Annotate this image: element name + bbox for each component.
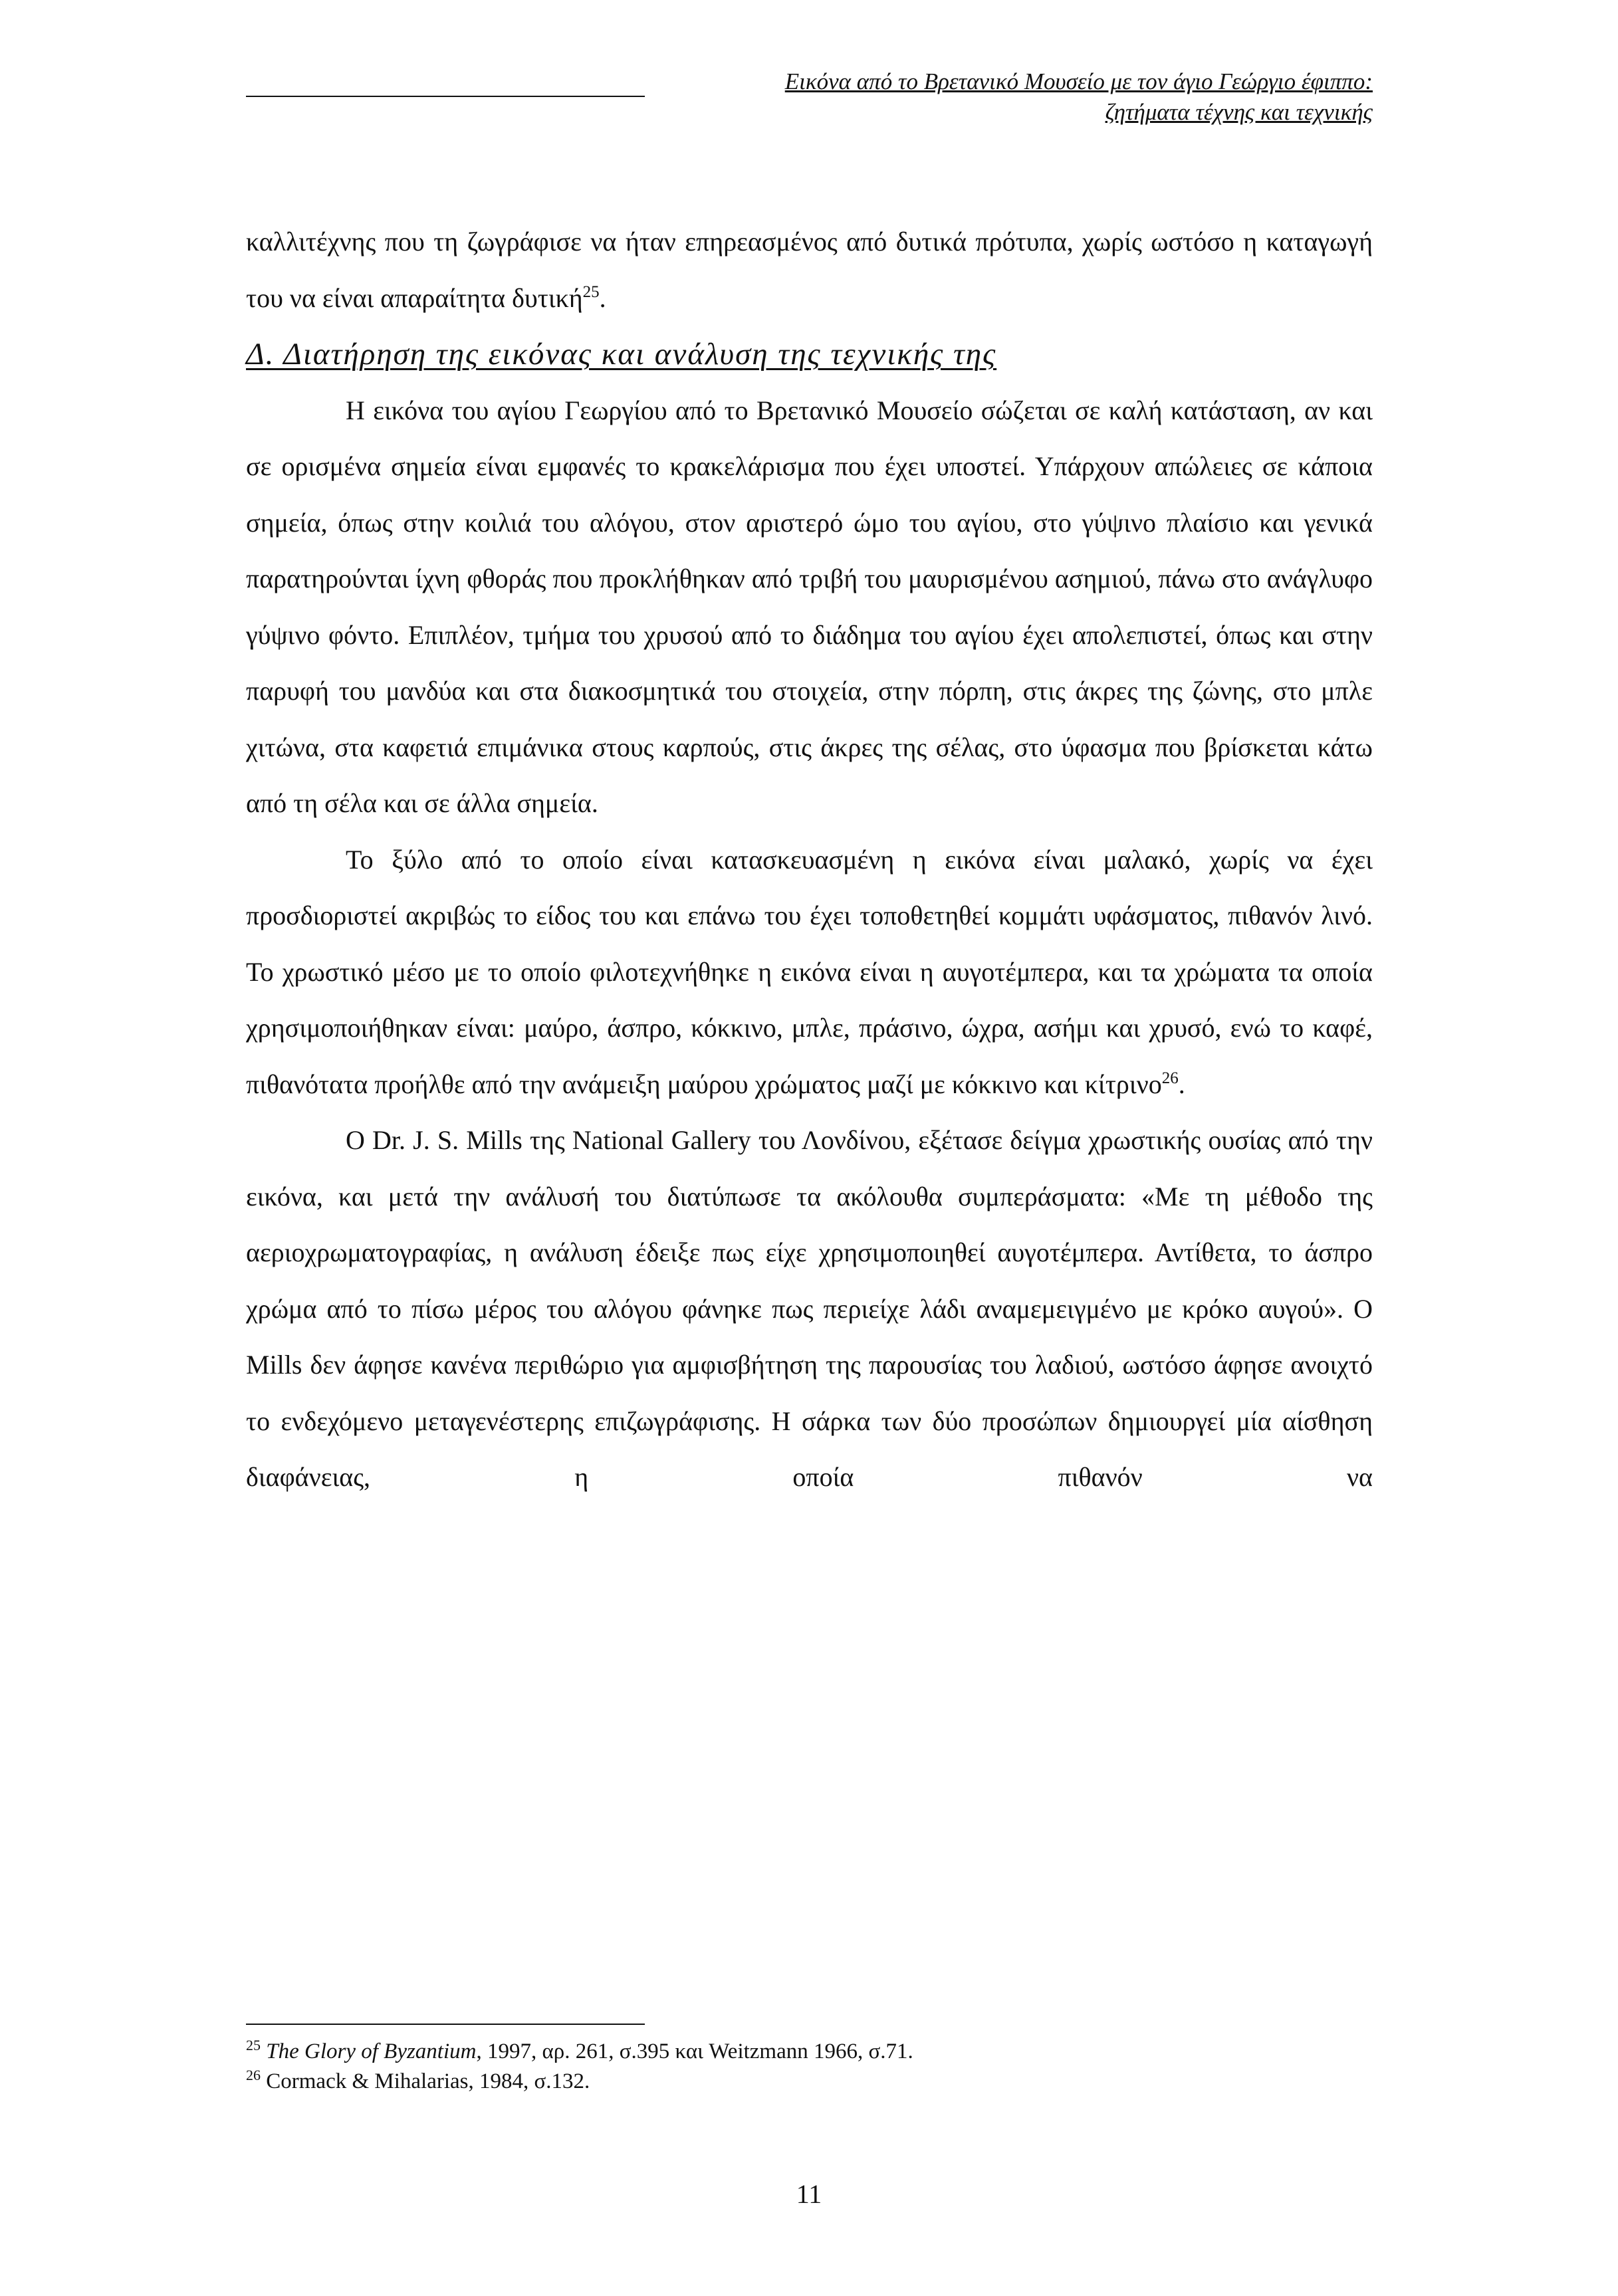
footnote-25-title: The Glory of Byzantium bbox=[266, 2039, 477, 2063]
header-line-1: Εικόνα από το Βρετανικό Μουσείο με τον άγιο Γεώργιο έφιππο: bbox=[784, 68, 1373, 94]
paragraph-analysis: Ο Dr. J. S. Mills της National Gallery του Λονδίνου, εξέτασε δείγμα χρωστικής ουσίας από την εικόνα, και μετά την ανάλυσή του διατύπωσε τα ακόλουθα συμπεράσματα: «Με τη μέθοδο της αεριοχρωματογραφίας, η ανάλυση έδειξε πως είχε χρησιμοποιηθεί αυγοτέμπερα. Αντίθετα, το άσπρο χρώμα από το πίσω μέρος του αλόγου φάνηκε πως περιείχε λάδι αναμεμειγμένο με κρόκο αυγού». Ο Mills δεν άφησε κανένα περιθώριο για αμφισβήτηση της παρουσίας του λαδιού, ωστόσο άφησε ανοιχτό το ενδεχόμενο μεταγενέστερης επιζωγράφισης. Η σάρκα των δύο προσώπων δημιουργεί μία αίσθηση διαφάνειας, η οποία πιθανόν να bbox=[246, 1125, 1373, 1492]
footnote-ref-25: 25 bbox=[582, 282, 600, 301]
page-body bbox=[246, 214, 1373, 1506]
paragraph-continued: καλλιτέχνης που τη ζωγράφισε να ήταν επηρεασμένος από δυτικά πρότυπα, χωρίς ωστόσο η καταγωγή του να είναι απαραίτητα δυτική$^{25}$. bbox=[246, 227, 1373, 313]
running-header bbox=[246, 66, 1373, 128]
section-heading: Δ. Διατήρηση της εικόνας και ανάλυση της τεχνικής της bbox=[246, 337, 997, 371]
header-line-2: ζητήματα τέχνης και τεχνικής bbox=[1105, 99, 1373, 125]
page-number: 11 bbox=[796, 2179, 822, 2209]
footnote-ref-26: 26 bbox=[1161, 1069, 1179, 1087]
paragraph-materials: Το ξύλο από το οποίο είναι κατασκευασμένη η εικόνα είναι μαλακό, χωρίς να έχει προσδιοριστεί ακριβώς το είδος του και επάνω του έχει τοποθετηθεί κομμάτι υφάσματος, πιθανόν λινό. Το χρωστικό μέσο με το οποίο φιλοτεχνήθηκε η εικόνα είναι η αυγοτέμπερα, και τα χρώματα τα οποία χρησιμοποιήθηκαν είναι: μαύρο, άσπρο, κόκκινο, μπλε, πράσινο, ώχρα, ασήμι και χρυσό, ενώ το καφέ, πιθανότατα προήλθε από την ανάμειξη μαύρου χρώματος μαζί με κόκκινο και κίτρινο$^{26}$. bbox=[246, 844, 1373, 1099]
footnotes bbox=[246, 2024, 1373, 2097]
footnote-25: $^{25}$ The Glory of Byzantium, 1997, αρ. 261, σ.395 και Weitzmann 1966, σ.71. bbox=[246, 2037, 913, 2063]
paragraph-preservation: Η εικόνα του αγίου Γεωργίου από το Βρετανικό Μουσείο σώζεται σε καλή κατάσταση, αν και σε ορισμένα σημεία είναι εμφανές το κρακελάρισμα που έχει υποστεί. Υπάρχουν απώλειες σε κάποια σημεία, όπως στην κοιλιά του αλόγου, στον αριστερό ώμο του αγίου, στο γύψινο πλαίσιο και γενικά παρατηρούνται ίχνη φθοράς που προκλήθηκαν από τριβή του μαυρισμένου ασημιού, πάνω στο ανάγλυφο γύψινο φόντο. Επιπλέον, τμήμα του χρυσού από το διάδημα του αγίου έχει απολεπιστεί, όπως και στην παρυφή του μανδύα και στα διακοσμητικά του στοιχεία, στην πόρπη, στις άκρες της ζώνης, στο μπλε χιτώνα, στα καφετιά επιμάνικα στους καρπούς, στις άκρες της σέλας, στο ύφασμα που βρίσκεται κάτω από τη σέλα και σε άλλα σημεία. bbox=[246, 395, 1373, 818]
footnote-26: $^{26}$ Cormack & Mihalarias, 1984, σ.132. bbox=[246, 2067, 590, 2093]
footnote-rule bbox=[246, 2024, 645, 2025]
header-rule bbox=[246, 96, 645, 97]
